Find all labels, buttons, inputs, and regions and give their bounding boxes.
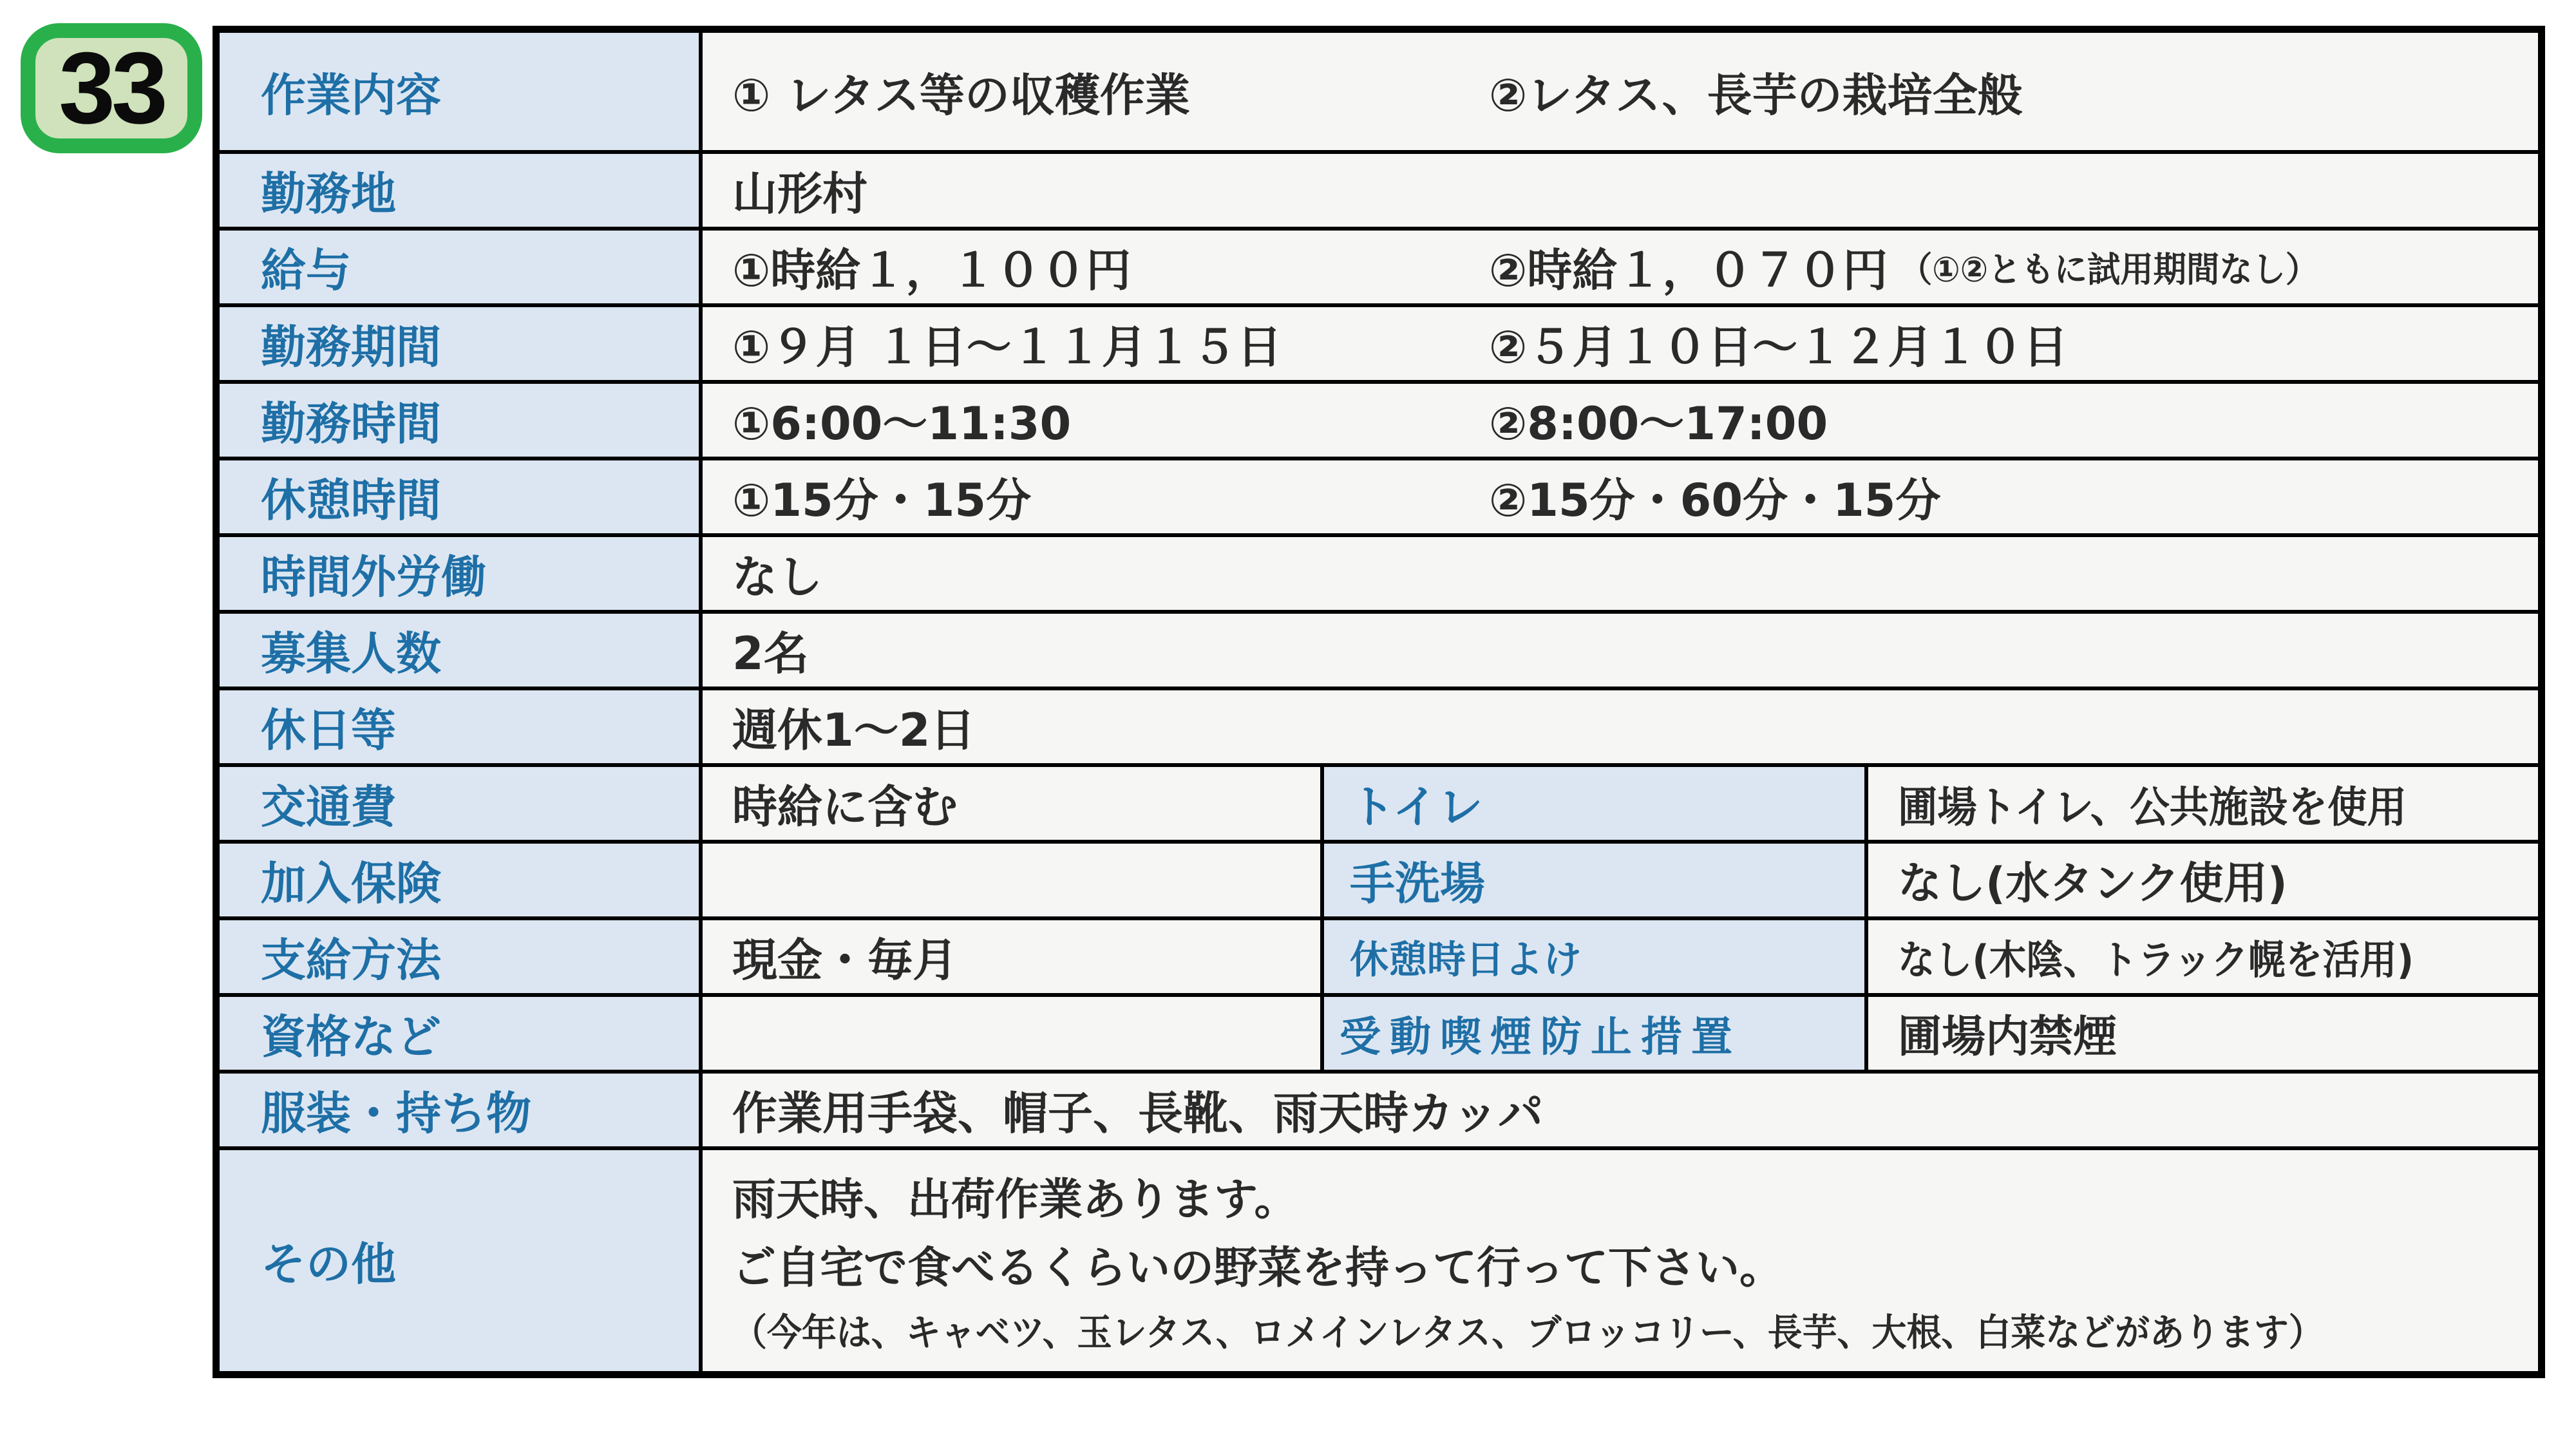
salary-option2: ②時給１，０７０円 bbox=[1489, 244, 1888, 297]
table-row-break-time bbox=[220, 457, 2538, 533]
table-row-work-location bbox=[220, 150, 2538, 227]
other-line-2: ご自宅で食べるくらいの野菜を持って行って下さい。 bbox=[732, 1243, 1784, 1294]
other-line-3-text: （今年は、キャベツ、玉レタス、ロメインレタス、ブロッコリー、長芋、大根、白菜などがあります） bbox=[732, 1310, 2324, 1354]
row-value-qualifications bbox=[703, 997, 1324, 1070]
row-label-days-off: 休日等 bbox=[220, 690, 703, 763]
row-label-washstand: 手洗場 bbox=[1324, 844, 1868, 916]
salary-probation-note: （①②ともに試用期間なし） bbox=[1899, 249, 2319, 290]
table-row-qualifications-smoking bbox=[220, 993, 2538, 1070]
table-row-work-period bbox=[220, 303, 2538, 380]
table-row-work-content bbox=[220, 33, 2538, 150]
table-row-insurance-washstand bbox=[220, 840, 2538, 916]
row-value-work-hours bbox=[703, 384, 2538, 457]
break-shade-value-text: なし(木陰、トラック幌を活用) bbox=[1898, 936, 2414, 983]
row-label-insurance: 加入保険 bbox=[220, 844, 703, 916]
work-content-option1: ① レタス等の収穫作業 bbox=[732, 68, 1190, 122]
row-label-openings: 募集人数 bbox=[220, 614, 703, 687]
row-value-days-off: 週休1～2日 bbox=[703, 690, 2538, 763]
row-value-overtime: なし bbox=[703, 537, 2538, 610]
table-row-openings bbox=[220, 610, 2538, 687]
row-value-work-content bbox=[703, 33, 2538, 150]
table-row-days-off bbox=[220, 687, 2538, 763]
table-row-salary bbox=[220, 227, 2538, 303]
row-value-payment-method: 現金・毎月 bbox=[703, 920, 1324, 993]
table-row-payment-shade bbox=[220, 916, 2538, 993]
job-details-table bbox=[213, 26, 2545, 1378]
row-label-payment-method: 支給方法 bbox=[220, 920, 703, 993]
row-value-break-shade bbox=[1868, 920, 2538, 993]
row-value-openings: 2名 bbox=[703, 614, 2538, 687]
row-value-other bbox=[703, 1150, 2538, 1371]
toilet-value-text: 圃場トイレ、公共施設を使用 bbox=[1898, 782, 2407, 832]
row-value-washstand: なし(水タンク使用) bbox=[1868, 844, 2538, 916]
row-value-clothing-items: 作業用手袋、帽子、長靴、雨天時カッパ bbox=[703, 1074, 2538, 1146]
row-value-toilet bbox=[1868, 767, 2538, 840]
other-line-1: 雨天時、出荷作業あります。 bbox=[732, 1175, 1298, 1226]
other-line-3 bbox=[732, 1299, 2538, 1359]
row-value-salary bbox=[703, 231, 2538, 303]
listing-number: 33 bbox=[59, 31, 164, 145]
row-label-break-shade: 休憩時日よけ bbox=[1324, 920, 1868, 993]
table-row-other bbox=[220, 1146, 2538, 1371]
table-row-transport-toilet bbox=[220, 763, 2538, 840]
work-content-option2: ②レタス、長芋の栽培全般 bbox=[1489, 68, 2023, 122]
work-period-option2: ②５月１０日～１２月１０日 bbox=[1489, 321, 2069, 374]
row-label-clothing-items: 服装・持ち物 bbox=[220, 1074, 703, 1146]
row-label-work-hours: 勤務時間 bbox=[220, 384, 703, 457]
row-label-salary: 給与 bbox=[220, 231, 703, 303]
row-label-passive-smoking: 受動喫煙防止措置 bbox=[1324, 997, 1868, 1070]
row-value-break-time bbox=[703, 460, 2538, 533]
row-label-work-content: 作業内容 bbox=[220, 33, 703, 150]
break-time-option1: ①15分・15分 bbox=[732, 474, 1032, 527]
table-row-work-hours bbox=[220, 380, 2538, 457]
row-label-transport: 交通費 bbox=[220, 767, 703, 840]
row-label-work-period: 勤務期間 bbox=[220, 307, 703, 380]
work-hours-option1: ①6:00～11:30 bbox=[732, 397, 1072, 450]
row-value-insurance bbox=[703, 844, 1324, 916]
work-period-option1: ①９月 １日～１１月１５日 bbox=[732, 321, 1282, 374]
row-label-toilet: トイレ bbox=[1324, 767, 1868, 840]
row-label-break-time: 休憩時間 bbox=[220, 460, 703, 533]
row-value-transport: 時給に含む bbox=[703, 767, 1324, 840]
table-row-overtime bbox=[220, 533, 2538, 610]
break-time-option2: ②15分・60分・15分 bbox=[1489, 474, 1941, 527]
row-label-other: その他 bbox=[220, 1150, 703, 1371]
salary-option1: ①時給１，１００円 bbox=[732, 244, 1132, 297]
row-label-qualifications: 資格など bbox=[220, 997, 703, 1070]
row-value-work-period bbox=[703, 307, 2538, 380]
listing-number-badge bbox=[21, 23, 202, 153]
row-label-overtime: 時間外労働 bbox=[220, 537, 703, 610]
row-label-work-location: 勤務地 bbox=[220, 154, 703, 227]
work-hours-option2: ②8:00～17:00 bbox=[1489, 397, 1828, 450]
row-value-work-location: 山形村 bbox=[703, 154, 2538, 227]
table-row-clothing-items bbox=[220, 1070, 2538, 1146]
row-value-passive-smoking: 圃場内禁煙 bbox=[1868, 997, 2538, 1070]
